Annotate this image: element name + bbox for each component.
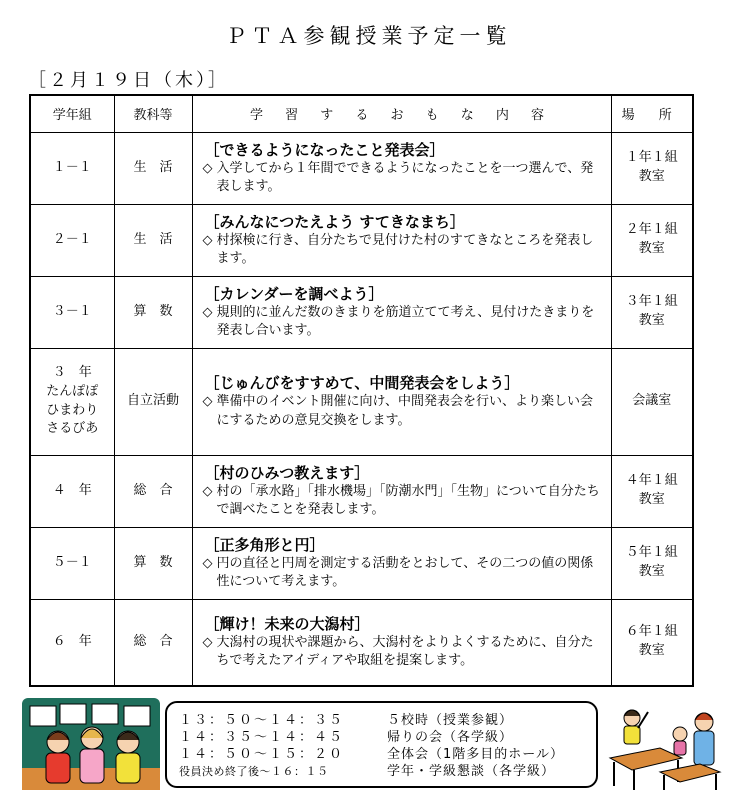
grade-cell (30, 132, 114, 204)
content-cell (192, 348, 611, 455)
timetable-row (179, 746, 586, 763)
place-label: ３年１組 (625, 294, 678, 310)
grade-label: ２－１ (52, 231, 92, 247)
timetable-row (179, 712, 586, 729)
table-row (30, 132, 693, 204)
event-name: 全体会（1階多目的ホール） (387, 747, 565, 762)
lesson-title: ［輝け！未来の大潟村］ (204, 614, 370, 633)
timetable-row (179, 729, 586, 746)
event-name: 学年・学級懇談（各学級） (387, 764, 556, 779)
place-label: 教室 (638, 643, 665, 659)
children-illustration-icon (22, 698, 160, 790)
lesson-description: ◇ 規則的に並んだ数のきまりを筋道立てて考え、見付けたきまりを発表し合います。 (203, 304, 601, 340)
place-label: ２年１組 (625, 222, 678, 238)
place-label: 会議室 (632, 393, 672, 409)
grade-label: さるびあ (46, 421, 99, 437)
grade-cell (30, 204, 114, 276)
grade-cell (30, 348, 114, 455)
lesson-title: ［カレンダーを調べよう］ (204, 284, 384, 303)
place-label: 教室 (638, 241, 665, 256)
subject-cell: 生 活 (114, 204, 192, 276)
grade-label: ６ 年 (52, 633, 92, 649)
place-cell (611, 132, 693, 204)
header-subject: 教科等 (114, 95, 192, 132)
grade-label: ４ 年 (52, 482, 92, 498)
table-row (30, 599, 693, 686)
grade-label: ５－１ (52, 554, 92, 570)
time-range: 役員決め終了後～１６：１５ (179, 765, 329, 778)
content-cell (192, 527, 611, 599)
subject-cell: 自立活動 (114, 348, 192, 455)
event-name: 帰りの会（各学級） (387, 730, 514, 745)
place-cell (611, 599, 693, 686)
time-range: １４：３５～１４：４５ (179, 730, 345, 745)
place-cell (611, 455, 693, 527)
time-range: １３：５０～１４：３５ (179, 713, 345, 728)
table-row (30, 455, 693, 527)
table-row (30, 527, 693, 599)
grade-label: ひまわり (46, 402, 99, 418)
place-label: 教室 (638, 169, 665, 184)
table-row (30, 348, 693, 455)
header-grade: 学年組 (30, 95, 114, 132)
lesson-description: ◇ 入学してから１年間でできるようになったことを一つ選んで、発表します。 (203, 160, 601, 196)
table-row (30, 204, 693, 276)
grade-cell (30, 455, 114, 527)
subject-cell: 生 活 (114, 132, 192, 204)
place-label: 教室 (638, 492, 665, 507)
lesson-description: ◇ 村の「承水路」「排水機場」「防潮水門」「生物」について自分たちで調べたことを発表します。 (203, 483, 601, 519)
header-content: 学 習 す る お も な 内 容 (192, 95, 611, 132)
grade-label: ３－１ (52, 303, 92, 319)
place-label: ６年１組 (625, 624, 678, 640)
place-label: 教室 (638, 313, 665, 328)
content-cell (192, 599, 611, 686)
event-date: ［２月１９日（木）］ (28, 70, 229, 91)
lesson-description: ◇ 円の直径と円周を測定する活動をとおして、その二つの値の関係性について考えます。 (203, 555, 601, 591)
content-cell (192, 204, 611, 276)
place-label: ５年１組 (625, 545, 678, 561)
lesson-description: ◇ 村探検に行き、自分たちで見付けた村のすてきなところを発表します。 (203, 232, 601, 268)
schedule-table (29, 94, 694, 687)
place-label: 教室 (638, 564, 665, 579)
lesson-title: ［できるようになったこと発表会］ (204, 140, 445, 159)
lesson-description: ◇ 大潟村の現状や課題から、大潟村をよりよくするために、自分たちで考えたアイディアや取組を提案します。 (203, 634, 601, 670)
table-body (30, 132, 693, 686)
page-title: ＰＴＡ参観授業予定一覧 (225, 24, 512, 48)
grade-label: たんぽぽ (46, 383, 99, 399)
subject-cell: 算 数 (114, 276, 192, 348)
grade-cell (30, 599, 114, 686)
event-name: ５校時（授業参観） (387, 713, 514, 728)
lesson-title: ［正多角形と円］ (204, 535, 325, 554)
place-label: ４年１組 (625, 473, 678, 489)
lesson-title: ［みんなにつたえよう すてきなまち］ (204, 212, 465, 231)
table-header-row (30, 95, 693, 132)
content-cell (192, 276, 611, 348)
place-cell (611, 527, 693, 599)
time-range: １４：５０～１５：２０ (179, 747, 345, 762)
grade-cell (30, 276, 114, 348)
grade-label: １－１ (52, 159, 92, 175)
lesson-title: ［じゅんびをすすめて、中間発表会をしよう］ (204, 374, 520, 393)
lesson-description: ◇ 準備中のイベント開催に向け、中間発表会を行い、より楽しい会にするための意見交換をします。 (203, 393, 601, 429)
subject-cell: 総 合 (114, 455, 192, 527)
place-cell (611, 204, 693, 276)
header-place: 場 所 (611, 95, 693, 132)
timetable-box (165, 701, 598, 788)
table-row (30, 276, 693, 348)
subject-cell: 総 合 (114, 599, 192, 686)
subject-cell: 算 数 (114, 527, 192, 599)
classroom-illustration-icon (604, 700, 730, 792)
timetable-row (179, 763, 586, 780)
content-cell (192, 455, 611, 527)
place-cell (611, 276, 693, 348)
place-cell (611, 348, 693, 455)
lesson-title: ［村のひみつ教えます］ (204, 463, 370, 482)
content-cell (192, 132, 611, 204)
place-label: １年１組 (625, 150, 678, 166)
grade-cell (30, 527, 114, 599)
grade-label: ３ 年 (52, 364, 92, 380)
